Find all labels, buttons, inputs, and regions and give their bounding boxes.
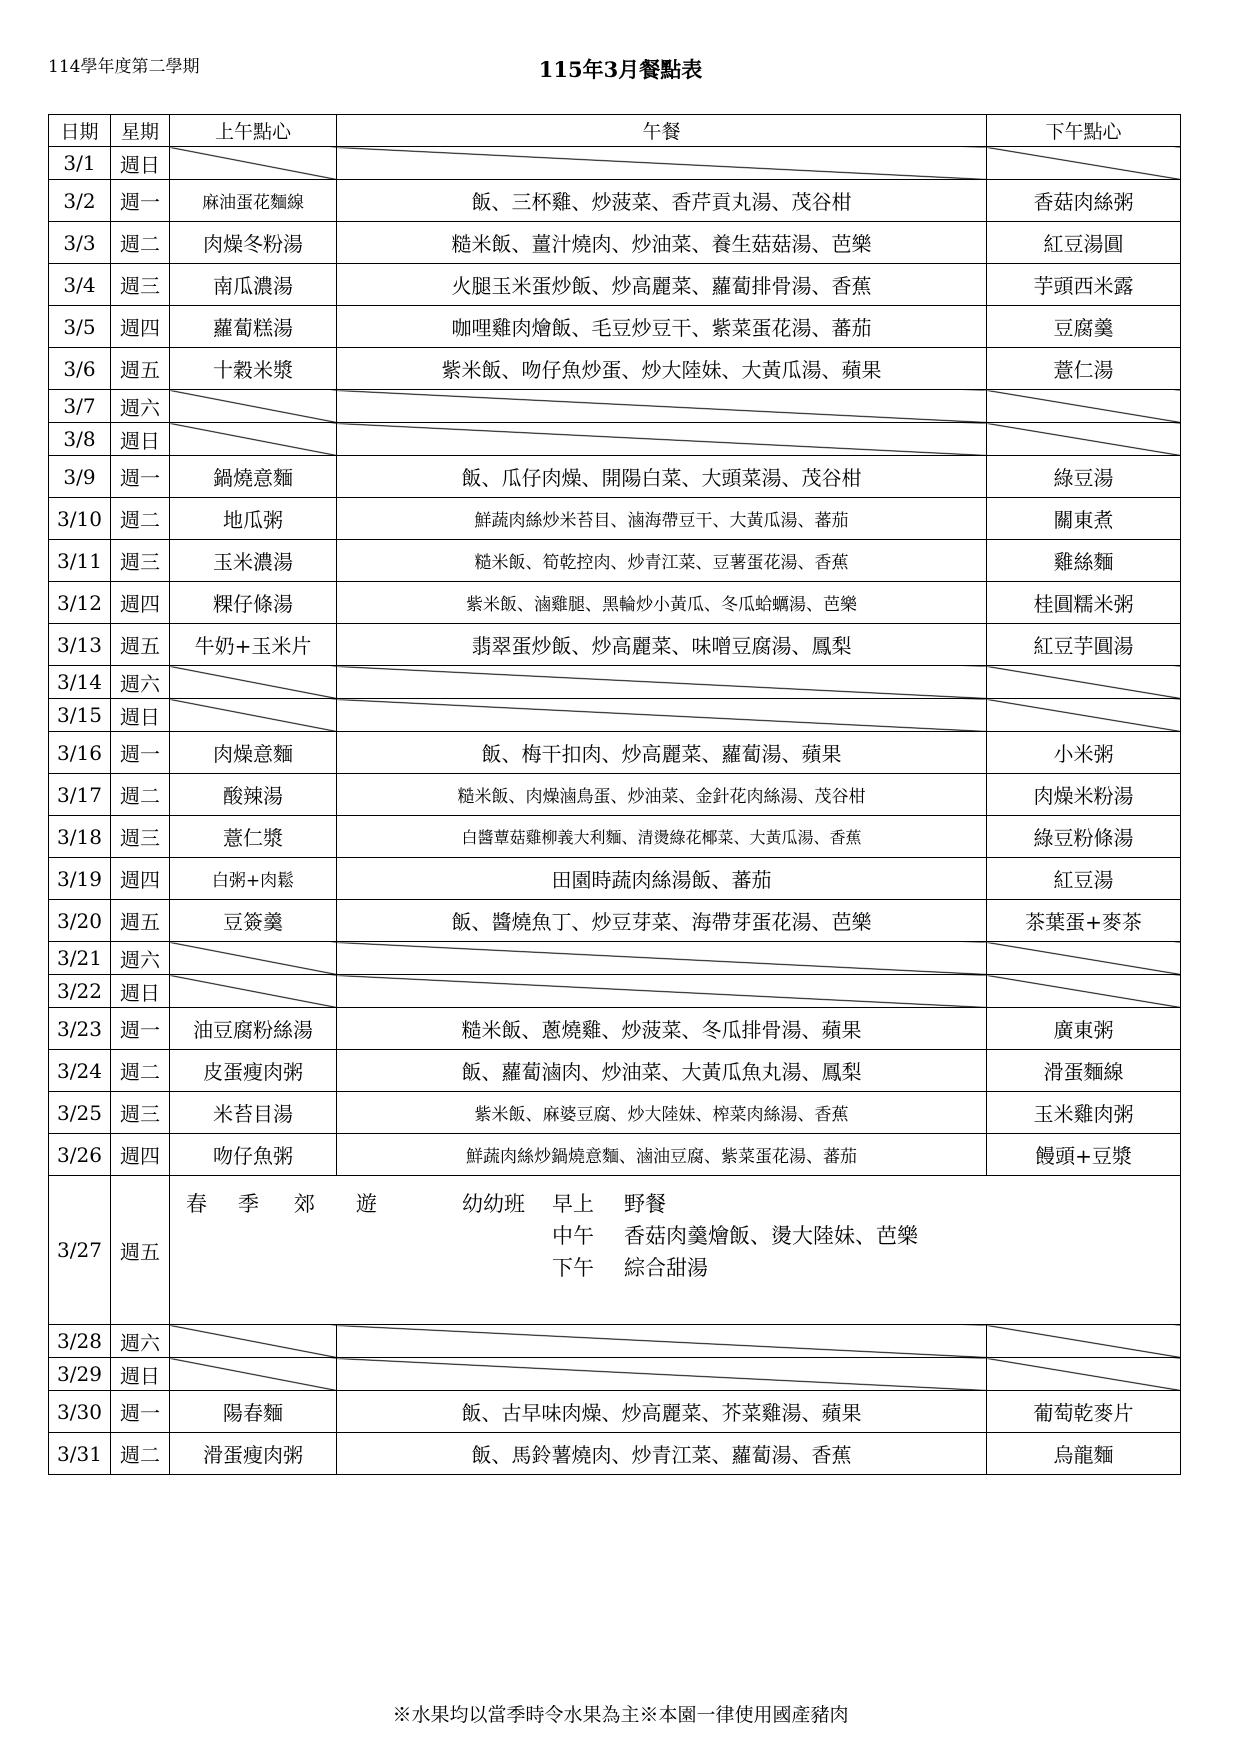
date-cell: 3/26 [49,1134,111,1176]
lunch-cell: 飯、蘿蔔滷肉、炒油菜、大黃瓜魚丸湯、鳳梨 [337,1050,987,1092]
date-cell: 3/3 [49,222,111,264]
date-cell: 3/24 [49,1050,111,1092]
weekend-row [49,975,1181,1008]
lunch-cell: 紫米飯、麻婆豆腐、炒大陸妹、榨菜肉絲湯、香蕉 [337,1092,987,1134]
column-header-lunch: 午餐 [337,115,987,147]
weekday-cell: 週日 [111,699,170,732]
weekday-cell: 週一 [111,732,170,774]
weekday-cell: 週四 [111,858,170,900]
meal-row [49,1092,1181,1134]
meal-row [49,456,1181,498]
weekday-cell: 週二 [111,498,170,540]
weekday-cell: 週三 [111,540,170,582]
lunch-cell: 鮮蔬肉絲炒米苔目、滷海帶豆干、大黃瓜湯、蕃茄 [337,498,987,540]
empty-afternoon-snack-cell [987,1358,1181,1391]
date-cell: 3/2 [49,180,111,222]
empty-lunch-cell [337,390,987,423]
trip-date: 3/27 [49,1176,111,1325]
meal-row [49,1391,1181,1433]
weekday-cell: 週二 [111,774,170,816]
weekday-cell: 週一 [111,1391,170,1433]
trip-morning-label: 早上 [552,1192,594,1216]
empty-morning-snack-cell [170,147,337,180]
afternoon-snack-cell: 廣東粥 [987,1008,1181,1050]
weekday-cell: 週日 [111,1358,170,1391]
afternoon-snack-cell: 關東煮 [987,498,1181,540]
lunch-cell: 田園時蔬肉絲湯飯、蕃茄 [337,858,987,900]
empty-afternoon-snack-cell [987,975,1181,1008]
meal-schedule-table [48,114,1181,1475]
empty-afternoon-snack-cell [987,666,1181,699]
date-cell: 3/30 [49,1391,111,1433]
weekend-row [49,1325,1181,1358]
weekend-row [49,666,1181,699]
weekday-cell: 週六 [111,666,170,699]
footer-note: ※水果均以當季時令水果為主※本園一律使用國產豬肉 [392,1704,849,1726]
morning-snack-cell: 玉米濃湯 [170,540,337,582]
empty-morning-snack-cell [170,1358,337,1391]
date-cell: 3/28 [49,1325,111,1358]
morning-snack-cell: 豆簽羹 [170,900,337,942]
trip-event-char: 季 [238,1192,259,1216]
afternoon-snack-cell: 豆腐羹 [987,306,1181,348]
date-cell: 3/9 [49,456,111,498]
weekday-cell: 週四 [111,1134,170,1176]
weekday-cell: 週三 [111,1092,170,1134]
afternoon-snack-cell: 雞絲麵 [987,540,1181,582]
weekend-row [49,423,1181,456]
empty-lunch-cell [337,423,987,456]
meal-row [49,306,1181,348]
morning-snack-cell: 白粥+肉鬆 [170,858,337,900]
afternoon-snack-cell: 烏龍麵 [987,1433,1181,1475]
meal-row [49,816,1181,858]
column-header-morning-snack: 上午點心 [170,115,337,147]
date-cell: 3/4 [49,264,111,306]
lunch-cell: 飯、馬鈴薯燒肉、炒青江菜、蘿蔔湯、香蕉 [337,1433,987,1475]
afternoon-snack-cell: 紅豆湯 [987,858,1181,900]
date-cell: 3/13 [49,624,111,666]
morning-snack-cell: 油豆腐粉絲湯 [170,1008,337,1050]
afternoon-snack-cell: 桂圓糯米粥 [987,582,1181,624]
empty-afternoon-snack-cell [987,699,1181,732]
date-cell: 3/16 [49,732,111,774]
meal-row [49,858,1181,900]
morning-snack-cell: 酸辣湯 [170,774,337,816]
weekday-cell: 週一 [111,1008,170,1050]
weekday-cell: 週二 [111,222,170,264]
date-cell: 3/29 [49,1358,111,1391]
date-cell: 3/11 [49,540,111,582]
column-header-afternoon-snack: 下午點心 [987,115,1181,147]
meal-row [49,1050,1181,1092]
date-cell: 3/21 [49,942,111,975]
lunch-cell: 火腿玉米蛋炒飯、炒高麗菜、蘿蔔排骨湯、香蕉 [337,264,987,306]
lunch-cell: 糙米飯、薑汁燒肉、炒油菜、養生菇菇湯、芭樂 [337,222,987,264]
afternoon-snack-cell: 滑蛋麵線 [987,1050,1181,1092]
afternoon-snack-cell: 肉燥米粉湯 [987,774,1181,816]
meal-row [49,1433,1181,1475]
header-row [49,115,1181,147]
trip-afternoon-item: 綜合甜湯 [624,1256,708,1280]
date-cell: 3/8 [49,423,111,456]
meal-row [49,1008,1181,1050]
weekday-cell: 週三 [111,264,170,306]
meal-row [49,498,1181,540]
lunch-cell: 飯、梅干扣肉、炒高麗菜、蘿蔔湯、蘋果 [337,732,987,774]
lunch-cell: 白醬蕈菇雞柳義大利麵、清燙綠花椰菜、大黃瓜湯、香蕉 [337,816,987,858]
trip-event-char: 遊 [356,1192,377,1216]
empty-morning-snack-cell [170,666,337,699]
date-cell: 3/23 [49,1008,111,1050]
trip-class-name: 幼幼班 [462,1192,525,1216]
empty-afternoon-snack-cell [987,147,1181,180]
date-cell: 3/15 [49,699,111,732]
weekday-cell: 週六 [111,1325,170,1358]
morning-snack-cell: 肉燥冬粉湯 [170,222,337,264]
weekday-cell: 週日 [111,147,170,180]
empty-lunch-cell [337,975,987,1008]
lunch-cell: 紫米飯、滷雞腿、黑輪炒小黃瓜、冬瓜蛤蠣湯、芭樂 [337,582,987,624]
morning-snack-cell: 皮蛋瘦肉粥 [170,1050,337,1092]
empty-lunch-cell [337,147,987,180]
afternoon-snack-cell: 葡萄乾麥片 [987,1391,1181,1433]
lunch-cell: 糙米飯、肉燥滷鳥蛋、炒油菜、金針花肉絲湯、茂谷柑 [337,774,987,816]
morning-snack-cell: 麻油蛋花麵線 [170,180,337,222]
weekend-row [49,1358,1181,1391]
trip-weekday: 週五 [111,1176,170,1325]
morning-snack-cell: 牛奶+玉米片 [170,624,337,666]
meal-row [49,180,1181,222]
empty-morning-snack-cell [170,942,337,975]
date-cell: 3/14 [49,666,111,699]
field-trip-row [49,1176,1181,1325]
morning-snack-cell: 地瓜粥 [170,498,337,540]
weekday-cell: 週日 [111,423,170,456]
trip-event-char: 春 [186,1192,207,1216]
empty-morning-snack-cell [170,423,337,456]
date-cell: 3/22 [49,975,111,1008]
afternoon-snack-cell: 綠豆粉條湯 [987,816,1181,858]
empty-afternoon-snack-cell [987,423,1181,456]
morning-snack-cell: 滑蛋瘦肉粥 [170,1433,337,1475]
lunch-cell: 飯、瓜仔肉燥、開陽白菜、大頭菜湯、茂谷柑 [337,456,987,498]
afternoon-snack-cell: 綠豆湯 [987,456,1181,498]
morning-snack-cell: 米苔目湯 [170,1092,337,1134]
morning-snack-cell: 陽春麵 [170,1391,337,1433]
lunch-cell: 糙米飯、蔥燒雞、炒菠菜、冬瓜排骨湯、蘋果 [337,1008,987,1050]
weekday-cell: 週六 [111,390,170,423]
weekday-cell: 週五 [111,624,170,666]
morning-snack-cell: 鍋燒意麵 [170,456,337,498]
weekend-row [49,942,1181,975]
lunch-cell: 翡翠蛋炒飯、炒高麗菜、味噌豆腐湯、鳳梨 [337,624,987,666]
weekend-row [49,147,1181,180]
lunch-cell: 飯、三杯雞、炒菠菜、香芹貢丸湯、茂谷柑 [337,180,987,222]
lunch-cell: 咖哩雞肉燴飯、毛豆炒豆干、紫菜蛋花湯、蕃茄 [337,306,987,348]
afternoon-snack-cell: 芋頭西米露 [987,264,1181,306]
lunch-cell: 紫米飯、吻仔魚炒蛋、炒大陸妹、大黃瓜湯、蘋果 [337,348,987,390]
empty-lunch-cell [337,699,987,732]
page-title: 115年3月餐點表 [538,57,703,82]
date-cell: 3/6 [49,348,111,390]
empty-morning-snack-cell [170,390,337,423]
afternoon-snack-cell: 香菇肉絲粥 [987,180,1181,222]
column-header-weekday: 星期 [111,115,170,147]
morning-snack-cell: 薏仁漿 [170,816,337,858]
meal-row [49,540,1181,582]
weekday-cell: 週一 [111,180,170,222]
meal-row [49,264,1181,306]
weekend-row [49,699,1181,732]
morning-snack-cell: 蘿蔔糕湯 [170,306,337,348]
weekday-cell: 週六 [111,942,170,975]
school-term: 114學年度第二學期 [48,57,200,77]
date-cell: 3/18 [49,816,111,858]
morning-snack-cell: 肉燥意麵 [170,732,337,774]
date-cell: 3/19 [49,858,111,900]
afternoon-snack-cell: 茶葉蛋+麥茶 [987,900,1181,942]
morning-snack-cell: 吻仔魚粥 [170,1134,337,1176]
empty-lunch-cell [337,942,987,975]
empty-morning-snack-cell [170,699,337,732]
meal-row [49,774,1181,816]
meal-row [49,900,1181,942]
lunch-cell: 飯、醬燒魚丁、炒豆芽菜、海帶芽蛋花湯、芭樂 [337,900,987,942]
empty-afternoon-snack-cell [987,1325,1181,1358]
trip-noon-label: 中午 [552,1224,594,1248]
empty-lunch-cell [337,1358,987,1391]
date-cell: 3/10 [49,498,111,540]
empty-lunch-cell [337,1325,987,1358]
lunch-cell: 糙米飯、筍乾控肉、炒青江菜、豆薯蛋花湯、香蕉 [337,540,987,582]
trip-afternoon-label: 下午 [552,1256,594,1280]
weekday-cell: 週五 [111,900,170,942]
weekend-row [49,390,1181,423]
date-cell: 3/1 [49,147,111,180]
morning-snack-cell: 粿仔條湯 [170,582,337,624]
empty-morning-snack-cell [170,1325,337,1358]
trip-morning-item: 野餐 [624,1192,666,1216]
date-cell: 3/5 [49,306,111,348]
weekday-cell: 週五 [111,348,170,390]
afternoon-snack-cell: 小米粥 [987,732,1181,774]
weekday-cell: 週一 [111,456,170,498]
morning-snack-cell: 十穀米漿 [170,348,337,390]
date-cell: 3/12 [49,582,111,624]
empty-morning-snack-cell [170,975,337,1008]
date-cell: 3/17 [49,774,111,816]
afternoon-snack-cell: 紅豆芋圓湯 [987,624,1181,666]
afternoon-snack-cell: 玉米雞肉粥 [987,1092,1181,1134]
afternoon-snack-cell: 饅頭+豆漿 [987,1134,1181,1176]
empty-afternoon-snack-cell [987,942,1181,975]
date-cell: 3/31 [49,1433,111,1475]
meal-row [49,624,1181,666]
meal-row [49,348,1181,390]
afternoon-snack-cell: 薏仁湯 [987,348,1181,390]
trip-event-char: 郊 [294,1192,315,1216]
weekday-cell: 週三 [111,816,170,858]
weekday-cell: 週二 [111,1050,170,1092]
trip-details [170,1176,1181,1325]
morning-snack-cell: 南瓜濃湯 [170,264,337,306]
lunch-cell: 鮮蔬肉絲炒鍋燒意麵、滷油豆腐、紫菜蛋花湯、蕃茄 [337,1134,987,1176]
trip-noon-item: 香菇肉羹燴飯、燙大陸妹、芭樂 [624,1224,918,1248]
empty-lunch-cell [337,666,987,699]
column-header-date: 日期 [49,115,111,147]
date-cell: 3/7 [49,390,111,423]
lunch-cell: 飯、古早味肉燥、炒高麗菜、芥菜雞湯、蘋果 [337,1391,987,1433]
meal-row [49,732,1181,774]
empty-afternoon-snack-cell [987,390,1181,423]
date-cell: 3/25 [49,1092,111,1134]
afternoon-snack-cell: 紅豆湯圓 [987,222,1181,264]
weekday-cell: 週二 [111,1433,170,1475]
date-cell: 3/20 [49,900,111,942]
meal-row [49,1134,1181,1176]
meal-row [49,222,1181,264]
meal-row [49,582,1181,624]
weekday-cell: 週日 [111,975,170,1008]
weekday-cell: 週四 [111,306,170,348]
weekday-cell: 週四 [111,582,170,624]
